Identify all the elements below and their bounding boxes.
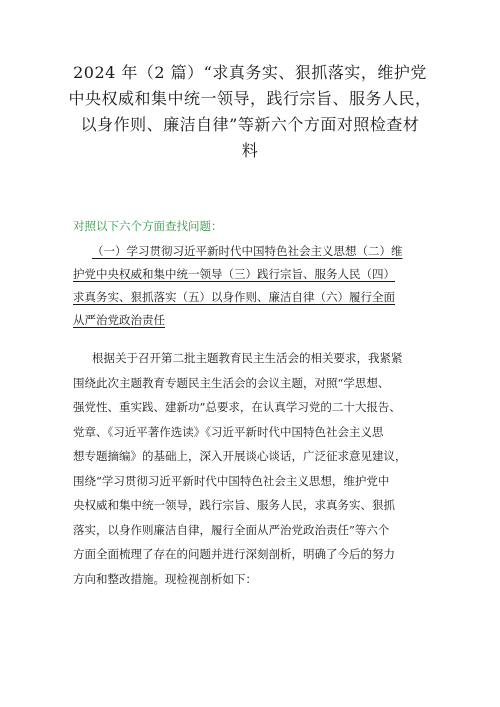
aspects-line: （一）学习贯彻习近平新时代中国特色社会主义思想（二）维 — [92, 244, 403, 258]
aspects-list — [73, 240, 433, 332]
section-heading: 对照以下六个方面查找问题： — [73, 219, 223, 233]
title-line: 料 — [241, 141, 259, 160]
title-line: 2024 年（2 篇）“求真务实、狠抓落实，维护党 — [73, 63, 427, 82]
body-line: 强党性、重实践、建新功”总要求，在认真学习党的二十大报告、 — [73, 400, 401, 414]
body-line: 方向和整改措施。现检视剖析如下： — [73, 571, 257, 586]
body-line: 方面全面梳理了存在的问题并进行深刻剖析，明确了今后的努力 — [73, 547, 395, 561]
aspects-line: 护党中央权威和集中统一领导（三）践行宗旨、服务人民（四） — [73, 267, 395, 281]
aspects-line: 求真务实、狠抓落实（五）以身作则、廉洁自律（六）履行全面 — [73, 290, 395, 304]
aspects-line: 从严治党政治责任 — [73, 313, 165, 327]
document-title — [58, 60, 442, 164]
body-line: 央权威和集中统一领导，践行宗旨、服务人民，求真务实、狠抓 — [73, 498, 395, 512]
title-line: 中央权威和集中统一领导，践行宗旨、服务人民， — [68, 89, 432, 108]
body-line: 想专题摘编》的基础上，深入开展谈心谈话，广泛征求意见建议， — [73, 449, 407, 463]
body-line: 围绕此次主题教育专题民主生活会的会议主题，对照“学思想、 — [73, 375, 390, 390]
body-line: 围绕“学习贯彻习近平新时代中国特色社会主义思想，维护党中 — [73, 473, 390, 488]
title-line: 以身作则、廉洁自律”等新六个方面对照检查材 — [80, 115, 420, 134]
body-line: 党章、《习近平著作选读》《习近平新时代中国特色社会主义思 — [73, 424, 384, 439]
body-paragraph — [73, 346, 433, 591]
body-line: 落实，以身作则廉洁自律，履行全面从严治党政治责任”等六个 — [73, 522, 390, 537]
body-line: 根据关于召开第二批主题教育民主生活会的相关要求，我紧紧 — [92, 351, 403, 365]
